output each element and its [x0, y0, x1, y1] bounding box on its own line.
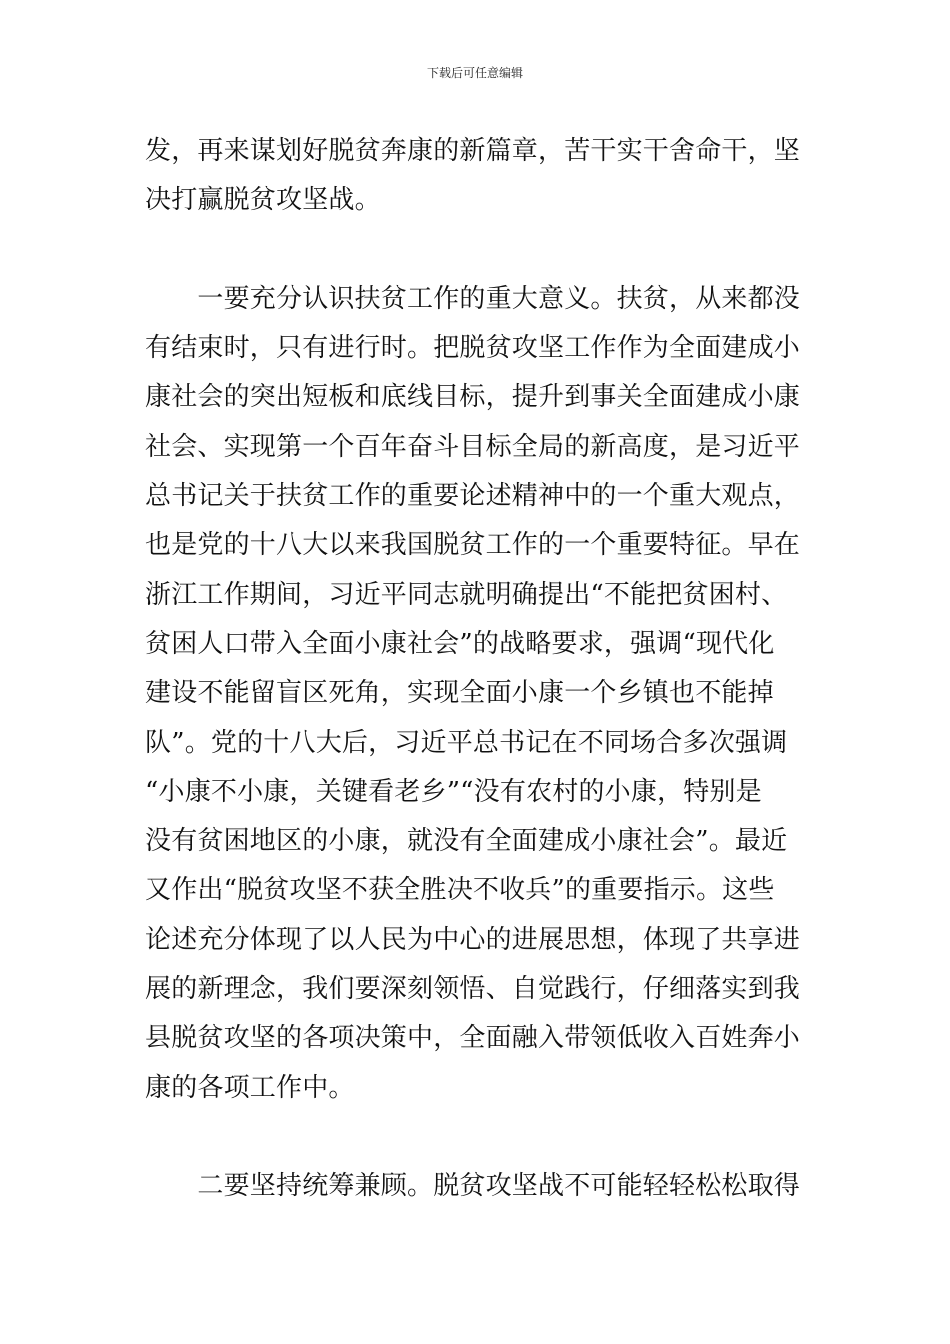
text-line: 队”。党的十八大后，习近平总书记在不同场合多次强调 [145, 727, 788, 758]
text-line: “小康不小康，关键看老乡”“没有农村的小康，特别是 [145, 776, 762, 807]
page-header: 下载后可任意编辑 [426, 66, 523, 80]
text-line: 展的新理念，我们要深刻领悟、自觉践行，仔细落实到我 [145, 974, 801, 1005]
text-line: 一要充分认识扶贫工作的重大意义。扶贫，从来都没 [145, 283, 801, 314]
text-line: 社会、实现第一个百年奋斗目标全局的新高度，是习近平 [145, 431, 801, 462]
text-line: 论述充分体现了以人民为中心的进展思想，体现了共享进 [145, 924, 801, 955]
text-line: 总书记关于扶贫工作的重要论述精神中的一个重大观点， [145, 481, 801, 512]
paragraph-gap [145, 226, 809, 275]
text-line: 建设不能留盲区死角，实现全面小康一个乡镇也不能掉 [145, 678, 774, 709]
text-line: 发，再来谋划好脱贫奔康的新篇章，苦干实干舍命干，坚 [145, 136, 801, 166]
text-line: 决打赢脱贫攻坚战。 [145, 185, 381, 216]
paragraph-gap [145, 1113, 809, 1162]
text-line: 有结束时，只有进行时。把脱贫攻坚工作作为全面建成小 [145, 333, 801, 364]
text-line: 也是党的十八大以来我国脱贫工作的一个重要特征。早在 [145, 530, 801, 561]
text-line: 康的各项工作中。 [145, 1072, 355, 1103]
text-line: 贫困人口带入全面小康社会”的战略要求，强调“现代化 [145, 628, 775, 659]
text-line: 二要坚持统筹兼顾。脱贫攻坚战不可能轻轻松松取得 [145, 1171, 801, 1202]
text-line: 县脱贫攻坚的各项决策中，全面融入带领低收入百姓奔小 [145, 1023, 801, 1054]
text-line: 浙江工作期间，习近平同志就明确提出“不能把贫困村、 [145, 579, 788, 610]
text-line: 没有贫困地区的小康，就没有全面建成小康社会”。最近 [145, 826, 788, 857]
paragraph-2 [145, 275, 809, 1113]
paragraph-1 [145, 127, 809, 226]
paragraph-3 [145, 1162, 809, 1211]
text-line: 康社会的突出短板和底线目标，提升到事关全面建成小康 [145, 382, 801, 413]
text-line: 又作出“脱贫攻坚不获全胜决不收兵”的重要指示。这些 [145, 875, 775, 906]
document-body [145, 127, 809, 1212]
